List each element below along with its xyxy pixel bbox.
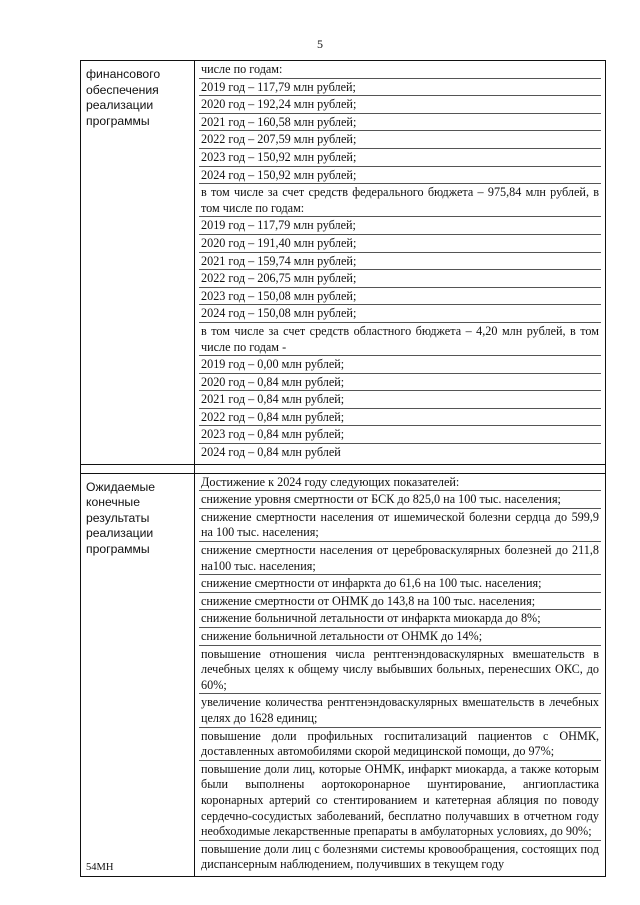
- list-item: 2024 год – 150,08 млн рублей;: [199, 305, 601, 323]
- list-item: повышение отношения числа рентгенэндоваскулярных вмешательств в лечебных целях к общему числу выбывших больных, перенесших ОКС, до 60%;: [199, 646, 601, 695]
- row-label-results: Ожидаемые конечные результаты реализации программы: [81, 473, 195, 876]
- row-label-financing: финансового обеспечения реализации программы: [81, 61, 195, 465]
- list-item: снижение смертности населения от цереброваскулярных болезней до 211,8 на100 тыс. населения;: [199, 542, 601, 575]
- list-item: в том числе за счет средств областного бюджета – 4,20 млн рублей, в том числе по годам -: [199, 323, 601, 356]
- table-row-spacer: [81, 464, 606, 473]
- list-item: повышение доли лиц, которые ОНМК, инфаркт миокарда, а также которым были выполнены аортокоронарное шунтирование, ангиопластика коронарных артерий со стентированием и катетерная абляция по поводу сердечно-сосудистых заболеваний, бесплатно получавших в отчетном году необходимые лекарственные препараты в амбулаторных условиях, до 90%;: [199, 761, 601, 841]
- list-item: снижение уровня смертности от БСК до 825,0 на 100 тыс. населения;: [199, 491, 601, 509]
- document-code: 54МН: [86, 862, 114, 873]
- list-item: снижение смертности населения от ишемической болезни сердца до 599,9 на 100 тыс. населения;: [199, 509, 601, 542]
- list-item: снижение смертности от инфаркта до 61,6 на 100 тыс. населения;: [199, 575, 601, 593]
- list-item: увеличение количества рентгенэндоваскулярных вмешательств в лечебных целях до 1628 единиц;: [199, 694, 601, 727]
- list-item: числе по годам:: [199, 61, 601, 79]
- list-item: 2019 год – 0,00 млн рублей;: [199, 356, 601, 374]
- list-item: 2024 год – 150,92 млн рублей;: [199, 167, 601, 185]
- spacer-cell: [81, 464, 195, 473]
- list-item: 2020 год – 192,24 млн рублей;: [199, 96, 601, 114]
- list-item: 2019 год – 117,79 млн рублей;: [199, 79, 601, 97]
- list-item: повышение доли профильных госпитализаций пациентов с ОНМК, доставленных автомобилями скорой медицинской помощи, до 97%;: [199, 728, 601, 761]
- list-item: 2021 год – 0,84 млн рублей;: [199, 391, 601, 409]
- table-row-financing: [81, 61, 606, 465]
- list-item: 2022 год – 207,59 млн рублей;: [199, 131, 601, 149]
- list-item: 2022 год – 206,75 млн рублей;: [199, 270, 601, 288]
- list-item: 2021 год – 159,74 млн рублей;: [199, 253, 601, 271]
- list-item: повышение доли лиц с болезнями системы кровообращения, состоящих под диспансерным наблюдением, получивших в текущем году: [201, 841, 599, 872]
- list-item: 2020 год – 191,40 млн рублей;: [199, 235, 601, 253]
- list-item: 2022 год – 0,84 млн рублей;: [199, 409, 601, 427]
- page-number: 5: [317, 37, 323, 51]
- list-item: Достижение к 2024 году следующих показателей:: [199, 474, 601, 492]
- passport-table: [80, 60, 606, 877]
- list-item: 2023 год – 150,08 млн рублей;: [199, 288, 601, 306]
- list-item: снижение смертности от ОНМК до 143,8 на 100 тыс. населения;: [199, 593, 601, 611]
- list-item: снижение больничной летальности от ОНМК до 14%;: [199, 628, 601, 646]
- list-item: 2019 год – 117,79 млн рублей;: [199, 217, 601, 235]
- financing-content: [195, 61, 606, 465]
- list-item: 2023 год – 0,84 млн рублей;: [199, 426, 601, 444]
- list-item: 2024 год – 0,84 млн рублей: [201, 445, 341, 460]
- table-row-results: [81, 473, 606, 876]
- list-item: снижение больничной летальности от инфаркта миокарда до 8%;: [199, 610, 601, 628]
- list-item: 2023 год – 150,92 млн рублей;: [199, 149, 601, 167]
- spacer-cell: [195, 464, 606, 473]
- results-content: [195, 473, 606, 876]
- list-item: 2021 год – 160,58 млн рублей;: [199, 114, 601, 132]
- list-item: в том числе за счет средств федерального бюджета – 975,84 млн рублей, в том числе по годам:: [199, 184, 601, 217]
- list-item: 2020 год – 0,84 млн рублей;: [199, 374, 601, 392]
